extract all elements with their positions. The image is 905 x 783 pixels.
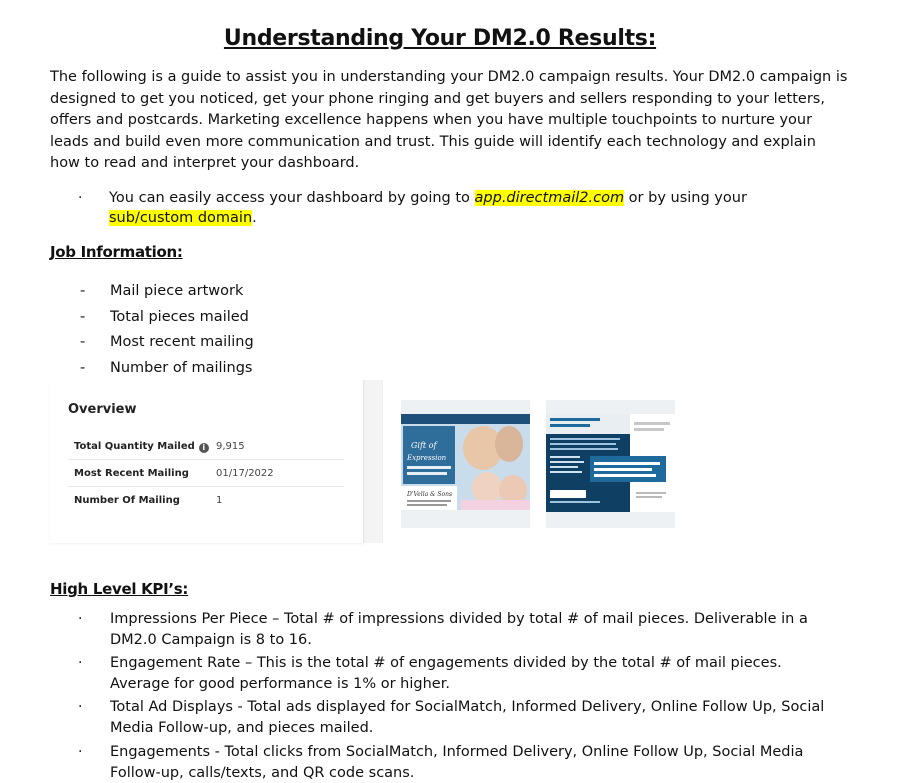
job-info-list [50, 281, 254, 383]
kpi-text: Impressions Per Piece – Total # of impressions divided by total # of mail pieces. Deliverable in a DM2.0 Campaign is 8 to 16. [110, 611, 808, 648]
list-item [50, 697, 850, 738]
access-suffix: . [252, 210, 257, 226]
custom-domain-highlight: sub/custom domain [109, 210, 253, 226]
list-item: - Mail piece artwork [80, 283, 244, 299]
info-icon[interactable]: i [199, 443, 209, 453]
bullet-dot: · [78, 611, 83, 627]
bullet-dot: · [78, 744, 83, 760]
overview-title: Overview [68, 402, 137, 417]
svg-text:D'Vella & Sons: D'Vella & Sons [407, 491, 453, 498]
overview-card [50, 380, 364, 543]
bullet-dot: · [78, 699, 83, 715]
list-item: - Total pieces mailed [80, 308, 249, 325]
bullet-dot: · [78, 655, 83, 671]
overview-row [68, 486, 344, 513]
access-prefix: You can easily access your dashboard by going to [109, 190, 475, 206]
overview-row-value: 01/17/2022 [216, 468, 274, 479]
list-item [50, 742, 850, 783]
overview-row [68, 432, 344, 460]
overview-widget-screenshot [50, 380, 842, 543]
job-info-heading: Job Information: [50, 243, 183, 261]
access-bullet [50, 188, 850, 228]
bullet-dot: · [78, 190, 83, 206]
overview-row-label: Number Of Mailing [74, 495, 180, 506]
svg-text:Expression: Expression [407, 454, 447, 462]
overview-row-label: Most Recent Mailing [74, 468, 189, 479]
overview-row-value: 9,915 [216, 441, 245, 452]
list-item [50, 609, 850, 650]
overview-row-label: Total Quantity Mailed [74, 441, 195, 452]
overview-row-value: 1 [216, 495, 223, 506]
postcard-front-artwork[interactable] [401, 400, 530, 528]
overview-row [68, 459, 344, 487]
kpi-text: Engagements - Total clicks from SocialMatch, Informed Delivery, Online Follow Up, Social Media Follow-up, calls/texts, and QR code scans. [110, 744, 804, 781]
list-item: - Most recent mailing [80, 334, 254, 350]
page-title: Understanding Your DM2.0 Results: [223, 26, 657, 51]
list-item [50, 653, 850, 694]
artwork-panel [382, 380, 843, 543]
intro-paragraph: The following is a guide to assist you in understanding your DM2.0 campaign results. Your DM2.0 campaign is designed to get you noticed, get your phone ringing and get buyers and sellers responding to your letters, offers and postcards. Marketing excellence happens when you have multiple touchpoints to nurture your leads and build even more communication and trust. This guide will identify each technology and explain how to read and interpret your dashboard. [50, 69, 848, 171]
kpi-text: Total Ad Displays - Total ads displayed for SocialMatch, Informed Delivery, Online Follow Up, Social Media Follow-up, and pieces mailed. [110, 699, 825, 736]
kpi-heading: High Level KPI’s: [50, 580, 189, 598]
dashboard-link[interactable]: app.directmail2.com [474, 190, 625, 206]
access-middle: or by using your [624, 190, 747, 206]
svg-text:Gift of: Gift of [411, 441, 437, 450]
postcard-back-artwork[interactable] [546, 400, 675, 528]
list-item: - Number of mailings [80, 359, 253, 376]
kpi-text: Engagement Rate – This is the total # of engagements divided by the total # of mail pieces. Average for good performance is 1% or higher. [110, 655, 782, 692]
